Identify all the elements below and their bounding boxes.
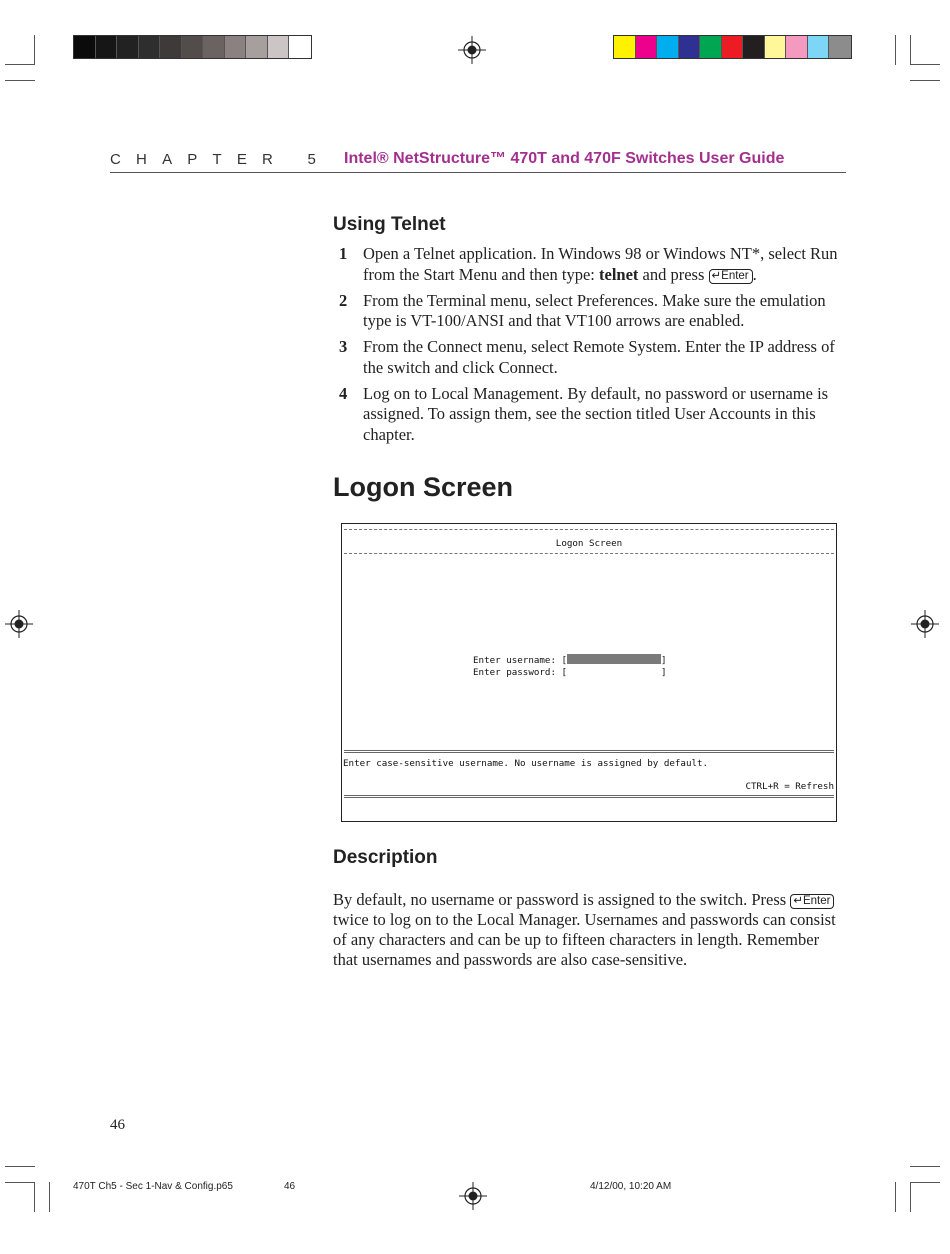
page-number: 46 [110,1117,125,1133]
color-swatch [160,36,182,58]
color-swatch [139,36,161,58]
crop-mark [910,80,940,81]
step-number: 4 [339,383,348,403]
section-heading: Description [333,847,438,868]
divider [344,750,834,753]
logon-terminal-screenshot [341,523,837,822]
crop-mark [5,64,35,65]
refresh-hint: CTRL+R = Refresh [745,781,834,792]
step-text: and press [638,264,709,284]
registration-mark-icon [5,610,33,638]
crop-mark [5,1166,35,1167]
username-label: Enter username: [ [473,655,568,666]
running-header [110,148,846,173]
color-swatch [203,36,225,58]
crop-mark [49,1182,50,1212]
telnet-steps [333,244,846,445]
process-color-bar [613,35,852,59]
crop-mark [910,1182,911,1212]
crop-mark [895,1182,896,1212]
color-swatch [679,36,701,58]
color-swatch [96,36,118,58]
color-swatch [636,36,658,58]
divider [344,529,834,530]
slug-date: 4/12/00, 10:20 AM [590,1181,672,1192]
enter-key-icon: ↵Enter [709,269,753,284]
guide-title: Intel® NetStructure™ 470T and 470F Switches User Guide [344,150,785,167]
crop-mark [910,35,911,65]
paragraph-text: By default, no username or password is assigned to the switch. Press [333,890,787,909]
step-item [333,291,846,332]
step-number: 3 [339,337,348,356]
slug-filename: 470T Ch5 - Sec 1-Nav & Config.p65 [73,1181,233,1192]
crop-mark [910,1166,940,1167]
command-text: telnet [599,264,639,284]
crop-mark [910,1182,940,1183]
color-swatch [829,36,851,58]
crop-mark [34,35,35,65]
step-text: . [752,264,757,284]
step-text: Log on to Local Management. By default, no password or username is assigned. To assign them, see the section titled User Accounts in this chapter. [363,383,829,444]
telnet-section [333,214,846,451]
password-row [473,666,667,678]
description-paragraph [333,890,846,970]
color-swatch [743,36,765,58]
username-row [473,654,667,666]
step-item [333,337,846,378]
color-swatch [722,36,744,58]
help-text: Enter case-sensitive username. No username is assigned by default. [343,758,709,769]
bracket: ] [661,667,667,678]
step-text: From the Terminal menu, select Preferences. Make sure the emulation type is VT-100/ANSI and that VT100 arrows are enabled. [363,290,826,330]
color-swatch [786,36,808,58]
description-section [333,847,846,970]
step-item [333,384,846,446]
color-swatch [268,36,290,58]
step-number: 1 [339,244,348,263]
crop-mark [895,35,896,65]
color-swatch [225,36,247,58]
page-title: Logon Screen [333,472,514,502]
registration-mark-icon [459,1182,487,1210]
color-swatch [614,36,636,58]
grayscale-color-bar [73,35,312,59]
section-heading: Using Telnet [333,214,446,235]
color-swatch [117,36,139,58]
color-swatch [246,36,268,58]
chapter-label: CHAPTER 5 [110,151,331,168]
color-swatch [808,36,830,58]
divider [344,553,834,554]
slug-page: 46 [284,1181,296,1192]
color-swatch [765,36,787,58]
color-swatch [700,36,722,58]
registration-mark-icon [458,36,486,64]
paragraph-text: twice to log on to the Local Manager. Usernames and passwords can consist of any characters and can be up to fifteen characters in length. Remember that usernames and passwords are also case-sensitive. [333,910,836,969]
step-text: From the Connect menu, select Remote System. Enter the IP address of the switch and click Connect. [363,337,835,377]
divider [344,795,834,798]
bracket: ] [661,655,667,666]
crop-mark [34,1182,35,1212]
crop-mark [910,64,940,65]
step-text: Open a Telnet application. In Windows 98 or Windows NT*, select Run from the Start Menu and then type: [363,244,838,284]
crop-mark [5,80,35,81]
step-number: 2 [339,290,348,310]
terminal-title: Logon Screen [555,538,623,549]
color-swatch [182,36,204,58]
username-input[interactable] [567,654,661,664]
color-swatch [289,36,311,58]
color-swatch [74,36,96,58]
color-swatch [657,36,679,58]
password-input[interactable] [567,666,661,676]
registration-mark-icon [911,610,939,638]
crop-mark [5,1182,35,1183]
enter-key-icon: ↵Enter [790,894,834,909]
password-label: Enter password: [ [473,667,568,678]
step-item [333,244,846,285]
